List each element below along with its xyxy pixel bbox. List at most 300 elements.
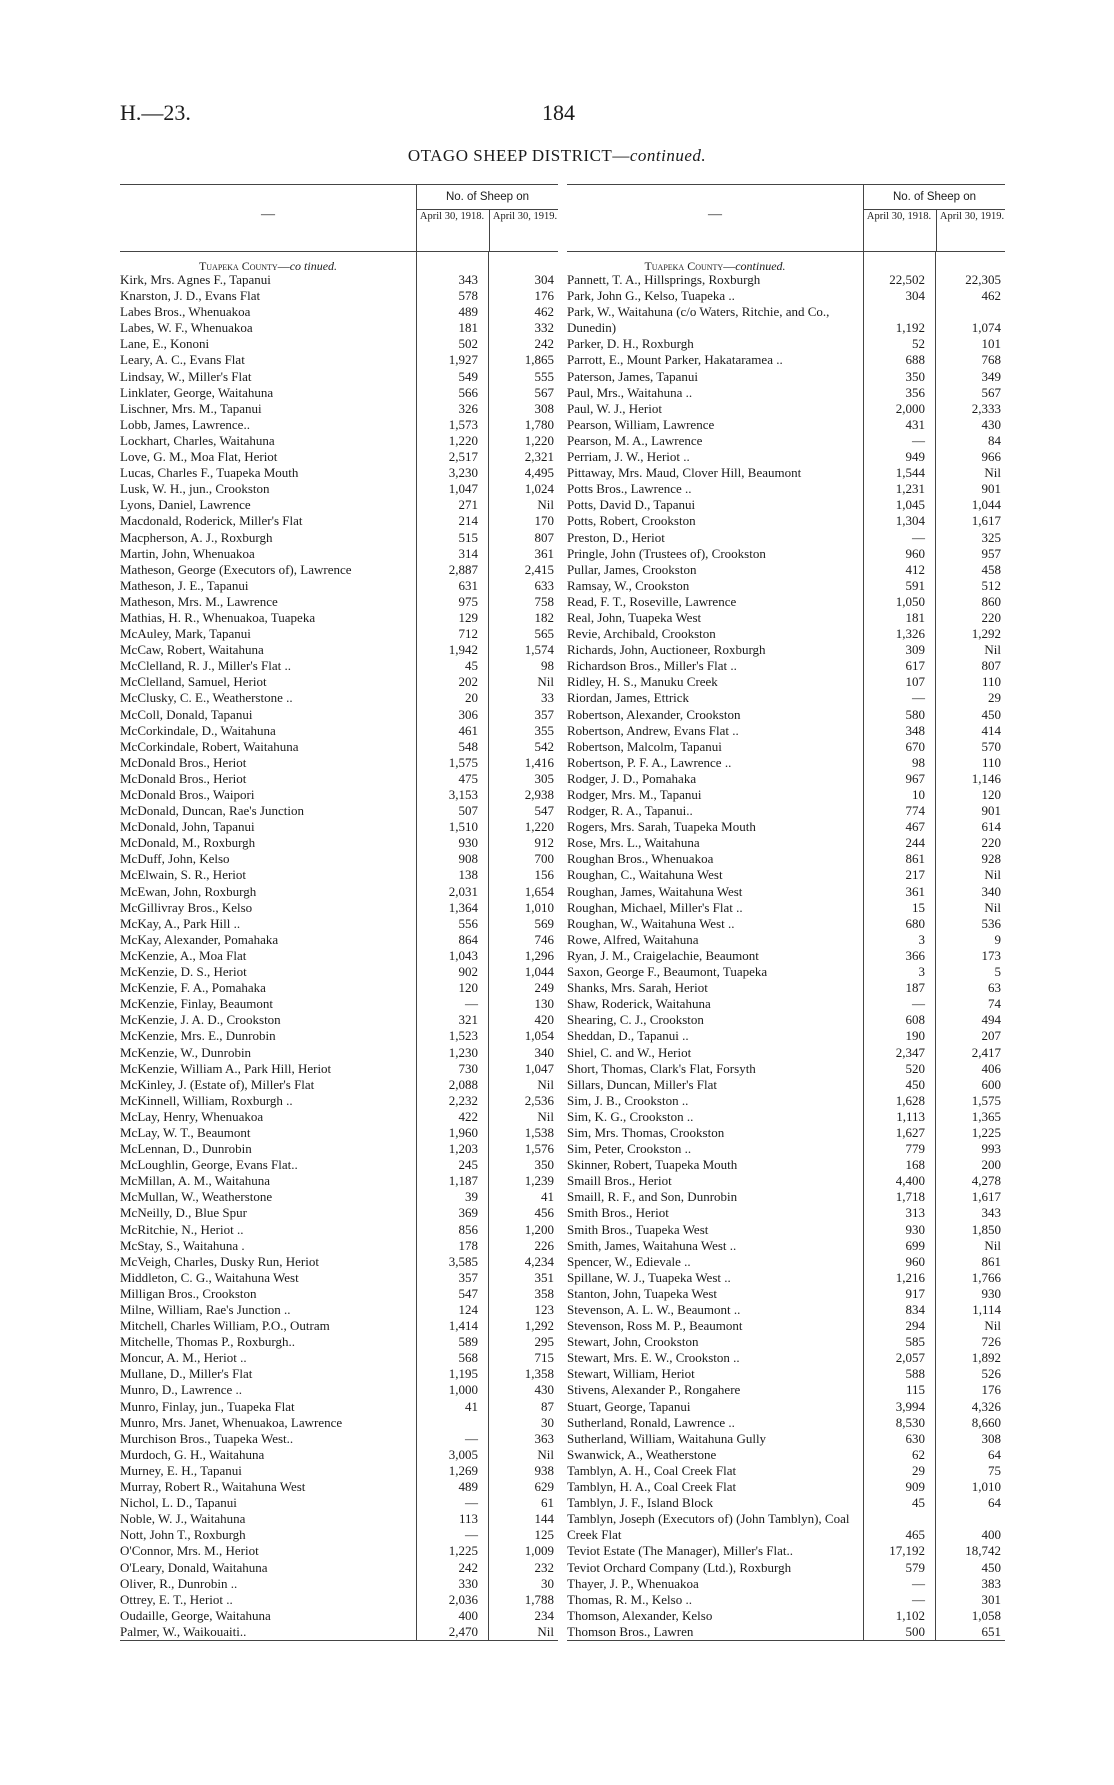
county-name: Tuapeka County— bbox=[644, 259, 736, 273]
table-row bbox=[120, 964, 558, 980]
sheep-1919: 123 bbox=[534, 1302, 554, 1317]
table-row bbox=[120, 562, 558, 578]
sheep-1918: 461 bbox=[458, 722, 478, 738]
table-row bbox=[120, 594, 558, 610]
sheep-1918: 1,575 bbox=[448, 754, 478, 770]
sheep-1918: 1,364 bbox=[448, 899, 478, 915]
table-row bbox=[120, 803, 558, 819]
table-row bbox=[567, 546, 1005, 562]
sheep-1919: 41 bbox=[541, 1189, 554, 1205]
sheep-1919: 64 bbox=[988, 1446, 1001, 1462]
sheep-1918: 343 bbox=[458, 272, 478, 287]
sheep-1918: 930 bbox=[905, 1221, 925, 1237]
owner-name: Knarston, J. D., Evans Flat bbox=[120, 288, 261, 304]
owner-name: McKenzie, Mrs. E., Dunrobin bbox=[120, 1028, 276, 1044]
sheep-1918: 2,000 bbox=[895, 400, 925, 416]
sheep-1918: 3 bbox=[918, 964, 925, 980]
sheep-1918: 630 bbox=[905, 1430, 925, 1446]
owner-name: Sim, Peter, Crookston .. bbox=[567, 1141, 692, 1157]
sheep-1918: 4,400 bbox=[895, 1173, 925, 1189]
sheep-1918: 124 bbox=[458, 1302, 478, 1317]
owner-name: Shearing, C. J., Crookston bbox=[567, 1012, 704, 1028]
sheep-1918: 2,887 bbox=[448, 561, 478, 577]
sheep-1918: 113 bbox=[458, 1511, 478, 1527]
owner-name: Mullane, D., Miller's Flat bbox=[120, 1366, 253, 1382]
sheep-1919: 901 bbox=[981, 481, 1001, 497]
table-row bbox=[567, 1028, 1005, 1044]
table-row bbox=[567, 336, 1005, 352]
sheep-1919: 993 bbox=[981, 1141, 1001, 1157]
table-row bbox=[120, 658, 558, 674]
owner-name: Robertson, Andrew, Evans Flat .. bbox=[567, 722, 739, 738]
sheep-1919: 176 bbox=[981, 1382, 1001, 1398]
sheep-1918: 330 bbox=[458, 1575, 478, 1591]
sheep-1919: 173 bbox=[981, 947, 1001, 963]
table-row bbox=[120, 304, 558, 320]
table-row bbox=[567, 1576, 1005, 1592]
owner-name: Lockhart, Charles, Waitahuna bbox=[120, 432, 275, 448]
sheep-1919: 430 bbox=[534, 1382, 554, 1398]
owner-name: Oudaille, George, Waitahuna bbox=[120, 1607, 271, 1623]
table-body bbox=[567, 252, 1005, 1641]
owner-name: Lindsay, W., Miller's Flat bbox=[120, 368, 252, 384]
owner-name: McKenzie, Finlay, Beaumont bbox=[120, 996, 273, 1012]
sheep-1919: 629 bbox=[534, 1479, 554, 1495]
table-row bbox=[567, 1173, 1005, 1189]
owner-name: Shaw, Roderick, Waitahuna bbox=[567, 996, 711, 1012]
sheep-1918: 861 bbox=[905, 851, 925, 867]
sheep-1919: 110 bbox=[981, 674, 1001, 690]
sheep-1918: 489 bbox=[458, 1479, 478, 1495]
table-row bbox=[567, 1286, 1005, 1302]
table-row bbox=[120, 1173, 558, 1189]
owner-name: Park, W., Waitahuna (c/o Waters, Ritchie, and Co., Dunedin) bbox=[567, 304, 830, 336]
sheep-1919: 458 bbox=[981, 561, 1001, 577]
sheep-1919: 547 bbox=[534, 803, 554, 819]
table-row bbox=[567, 417, 1005, 433]
sheep-1919: Nil bbox=[984, 867, 1001, 883]
table-row bbox=[567, 1157, 1005, 1173]
sheep-1919: 2,417 bbox=[971, 1044, 1001, 1060]
owner-name: Roughan, C., Waitahuna West bbox=[567, 867, 723, 883]
sheep-1919: 1,220 bbox=[524, 819, 554, 835]
sheep-1919: 1,225 bbox=[971, 1124, 1001, 1140]
table-row bbox=[567, 1045, 1005, 1061]
sheep-1919: 1,296 bbox=[524, 947, 554, 963]
table-row bbox=[120, 1592, 558, 1608]
sheep-1918: 304 bbox=[905, 288, 925, 304]
sheep-1918: 3,153 bbox=[448, 787, 478, 802]
table-row bbox=[567, 948, 1005, 964]
sheep-1919: Nil bbox=[984, 899, 1001, 915]
sheep-1919: 30 bbox=[541, 1414, 554, 1430]
owner-name: Sim, J. B., Crookston .. bbox=[567, 1092, 689, 1108]
sheep-1918: 489 bbox=[458, 304, 478, 320]
table-row bbox=[120, 1157, 558, 1173]
sheep-1919: 9 bbox=[994, 931, 1001, 947]
owner-name: Lane, E., Kononi bbox=[120, 336, 210, 352]
sheep-1918: 294 bbox=[905, 1318, 925, 1334]
county-suffix: continued. bbox=[735, 259, 786, 273]
table-row bbox=[120, 385, 558, 401]
sheep-1919: 1,220 bbox=[524, 432, 554, 448]
sheep-1918: 1,000 bbox=[448, 1382, 478, 1398]
sheep-1918: 52 bbox=[912, 336, 925, 352]
table-row bbox=[120, 996, 558, 1012]
table-row bbox=[120, 369, 558, 385]
sheep-1919: 567 bbox=[981, 384, 1001, 400]
sheep-1919: 305 bbox=[534, 770, 554, 786]
sheep-1919: 567 bbox=[534, 384, 554, 400]
sheep-1918: 3,230 bbox=[448, 465, 478, 481]
sheep-1918: 556 bbox=[458, 915, 478, 931]
table-row bbox=[120, 1527, 558, 1543]
table-row bbox=[120, 755, 558, 771]
table-row bbox=[120, 1334, 558, 1350]
owner-name: Sillars, Duncan, Miller's Flat bbox=[567, 1076, 718, 1092]
table-row bbox=[567, 707, 1005, 723]
sheep-1918: 502 bbox=[458, 336, 478, 352]
sheep-1918: 960 bbox=[905, 545, 925, 561]
sheep-1919: 861 bbox=[981, 1253, 1001, 1269]
table-row bbox=[567, 1560, 1005, 1576]
sheep-1919: 400 bbox=[981, 1527, 1001, 1543]
sheep-1918: 29 bbox=[912, 1462, 925, 1478]
owner-name: Macpherson, A. J., Roxburgh bbox=[120, 529, 273, 545]
name-column-header: — bbox=[261, 207, 275, 222]
sheep-1919: 450 bbox=[981, 706, 1001, 722]
sheep-1919: 1,047 bbox=[524, 1060, 554, 1076]
owner-name: Potts, Robert, Crookston bbox=[567, 513, 696, 529]
owner-name: Smaill, R. F., and Son, Dunrobin bbox=[567, 1189, 738, 1205]
sheep-1919: Nil bbox=[984, 1318, 1001, 1334]
table-row bbox=[120, 320, 558, 336]
owner-name: Linklater, George, Waitahuna bbox=[120, 384, 274, 400]
table-row bbox=[120, 513, 558, 529]
sheep-count-header bbox=[863, 185, 1005, 251]
sheep-1919: 120 bbox=[981, 787, 1001, 802]
table-row bbox=[120, 401, 558, 417]
sheep-1919: 176 bbox=[534, 288, 554, 304]
sheep-1918: 1,942 bbox=[448, 642, 478, 658]
sheep-1918: 465 bbox=[905, 1527, 925, 1543]
sheep-1919: Nil bbox=[537, 1108, 554, 1124]
sheep-1919: 930 bbox=[981, 1285, 1001, 1301]
sheep-1918: 348 bbox=[905, 722, 925, 738]
sheep-1919: 1,010 bbox=[524, 899, 554, 915]
sheep-1918: 1,050 bbox=[895, 593, 925, 609]
owner-name: McLay, Henry, Whenuakoa bbox=[120, 1108, 264, 1124]
sheep-1919: 1,200 bbox=[524, 1221, 554, 1237]
table-row bbox=[120, 707, 558, 723]
sheep-1919: 74 bbox=[988, 996, 1001, 1012]
sheep-1919: 301 bbox=[981, 1591, 1001, 1607]
sheep-1918: 22,502 bbox=[889, 272, 925, 287]
table-row bbox=[567, 1109, 1005, 1125]
sheep-1918: 730 bbox=[458, 1060, 478, 1076]
sheep-1919: 33 bbox=[541, 690, 554, 706]
table-row bbox=[567, 1350, 1005, 1366]
sheep-1919: 938 bbox=[534, 1462, 554, 1478]
sheep-1919: 220 bbox=[981, 835, 1001, 851]
owner-name: Roughan, W., Waitahuna West .. bbox=[567, 915, 735, 931]
sheep-1919: 966 bbox=[981, 449, 1001, 465]
sheep-1919: 340 bbox=[534, 1044, 554, 1060]
sheep-1919: 450 bbox=[981, 1559, 1001, 1575]
sheep-1919: 536 bbox=[981, 915, 1001, 931]
sheep-1918: 1,628 bbox=[895, 1092, 925, 1108]
owner-name: Richardson Bros., Miller's Flat .. bbox=[567, 658, 737, 674]
owner-name: Paterson, James, Tapanui bbox=[567, 368, 698, 384]
owner-name: Thomson Bros., Lawren bbox=[567, 1623, 694, 1639]
sheep-1918: 1,960 bbox=[448, 1124, 478, 1140]
table-row bbox=[120, 1205, 558, 1221]
table-row bbox=[567, 739, 1005, 755]
owner-name: Stewart, Mrs. E. W., Crookston .. bbox=[567, 1350, 740, 1366]
owner-name: McKay, A., Park Hill .. bbox=[120, 915, 241, 931]
sheep-1918: 190 bbox=[905, 1028, 925, 1044]
sheep-1918: — bbox=[465, 1495, 478, 1511]
table-row bbox=[567, 1222, 1005, 1238]
sheep-1919: 101 bbox=[981, 336, 1001, 352]
sheep-1919: 1,617 bbox=[971, 1189, 1001, 1205]
table-row bbox=[567, 835, 1005, 851]
table-row bbox=[120, 1125, 558, 1141]
sheep-1918: 967 bbox=[905, 770, 925, 786]
table-row bbox=[567, 787, 1005, 803]
sheep-1919: 234 bbox=[534, 1607, 554, 1623]
sheep-1919: 512 bbox=[981, 577, 1001, 593]
owner-name: McElwain, S. R., Heriot bbox=[120, 867, 247, 883]
table-row bbox=[120, 1399, 558, 1415]
table-row bbox=[567, 819, 1005, 835]
owner-name: Ottrey, E. T., Heriot .. bbox=[120, 1591, 233, 1607]
sheep-1919: 170 bbox=[534, 513, 554, 529]
table-row bbox=[567, 562, 1005, 578]
sheep-1918: 62 bbox=[912, 1446, 925, 1462]
table-row bbox=[120, 465, 558, 481]
sheep-1918: 902 bbox=[458, 964, 478, 980]
sheep-1919: 1,146 bbox=[971, 770, 1001, 786]
sheep-1919: Nil bbox=[984, 465, 1001, 481]
owner-name: Paul, Mrs., Waitahuna .. bbox=[567, 384, 693, 400]
table-row bbox=[120, 272, 558, 288]
owner-name: Leary, A. C., Evans Flat bbox=[120, 352, 245, 368]
sheep-1918: 520 bbox=[905, 1060, 925, 1076]
table-row bbox=[567, 433, 1005, 449]
owner-name: McDonald Bros., Heriot bbox=[120, 770, 247, 786]
sheep-1919: 1,576 bbox=[524, 1141, 554, 1157]
owner-name: Sim, K. G., Crookston .. bbox=[567, 1108, 694, 1124]
sheep-1918: 39 bbox=[465, 1189, 478, 1205]
sheep-1919: 332 bbox=[534, 320, 554, 336]
owner-name: Thayer, J. P., Whenuakoa bbox=[567, 1575, 699, 1591]
sheep-1919: 98 bbox=[541, 658, 554, 674]
sheep-1918: 591 bbox=[905, 577, 925, 593]
sheep-1918: 467 bbox=[905, 819, 925, 835]
sheep-1918: 217 bbox=[905, 867, 925, 883]
sheep-1918: 2,088 bbox=[448, 1076, 478, 1092]
table-row bbox=[567, 530, 1005, 546]
owner-name: Labes Bros., Whenuakoa bbox=[120, 304, 251, 320]
sheep-1919: 308 bbox=[534, 400, 554, 416]
owner-name: Matheson, George (Executors of), Lawrence bbox=[120, 561, 352, 577]
owner-name: Paul, W. J., Heriot bbox=[567, 400, 662, 416]
table-row bbox=[567, 513, 1005, 529]
owner-name: McDonald, M., Roxburgh bbox=[120, 835, 256, 851]
sheep-1918: 515 bbox=[458, 529, 478, 545]
sheep-1919: 462 bbox=[534, 304, 554, 320]
table-row bbox=[120, 835, 558, 851]
sheep-1918: 356 bbox=[905, 384, 925, 400]
owner-name: Rogers, Mrs. Sarah, Tuapeka Mouth bbox=[567, 819, 756, 835]
sheep-1919: 1,114 bbox=[972, 1302, 1001, 1317]
sheep-1919: 726 bbox=[981, 1334, 1001, 1350]
title-suffix: continued. bbox=[629, 146, 707, 165]
sheep-1919: 430 bbox=[981, 416, 1001, 432]
sheep-1918: 589 bbox=[458, 1334, 478, 1350]
table-row bbox=[567, 449, 1005, 465]
table-row bbox=[120, 1576, 558, 1592]
owner-name: McKenzie, A., Moa Flat bbox=[120, 947, 247, 963]
table-row bbox=[120, 578, 558, 594]
table-row bbox=[567, 352, 1005, 368]
owner-name: McAuley, Mark, Tapanui bbox=[120, 626, 251, 642]
table-row bbox=[567, 1382, 1005, 1398]
owner-name: McDonald Bros., Waipori bbox=[120, 787, 255, 802]
sheep-1919: 700 bbox=[534, 851, 554, 867]
sheep-1918: 400 bbox=[458, 1607, 478, 1623]
owner-name: Munro, D., Lawrence .. bbox=[120, 1382, 243, 1398]
table-row bbox=[120, 1624, 558, 1640]
sheep-1918: 138 bbox=[458, 867, 478, 883]
sheep-1918: 864 bbox=[458, 931, 478, 947]
owner-name: Murdoch, G. H., Waitahuna bbox=[120, 1446, 265, 1462]
sheep-1918: 15 bbox=[912, 899, 925, 915]
owner-name: McClelland, R. J., Miller's Flat .. bbox=[120, 658, 291, 674]
county-suffix: co tinued. bbox=[289, 259, 338, 273]
table-row bbox=[120, 417, 558, 433]
county-heading bbox=[120, 252, 416, 272]
sheep-1918: 1,510 bbox=[448, 819, 478, 835]
owner-name: McCorkindale, Robert, Waitahuna bbox=[120, 738, 299, 754]
table-row bbox=[567, 1334, 1005, 1350]
owner-name: Lischner, Mrs. M., Tapanui bbox=[120, 400, 262, 416]
table-row bbox=[120, 1028, 558, 1044]
table-row bbox=[120, 626, 558, 642]
page-title bbox=[0, 146, 1114, 166]
sheep-1918: 1,043 bbox=[448, 947, 478, 963]
sheep-1919: 29 bbox=[988, 690, 1001, 706]
sheep-count-header bbox=[416, 185, 558, 251]
sheep-1919: 4,495 bbox=[524, 465, 554, 481]
table-row bbox=[120, 481, 558, 497]
table-header bbox=[567, 184, 1005, 252]
sheep-1918: 960 bbox=[905, 1253, 925, 1269]
sheep-1919: 1,239 bbox=[524, 1173, 554, 1189]
table-row bbox=[567, 755, 1005, 771]
owner-name: Preston, D., Heriot bbox=[567, 529, 665, 545]
sheep-1918: 1,414 bbox=[448, 1318, 478, 1334]
sheep-1918: — bbox=[465, 1527, 478, 1543]
owner-name: McNeilly, D., Blue Spur bbox=[120, 1205, 247, 1221]
sheep-1918: 1,220 bbox=[448, 432, 478, 448]
sheep-1919: 130 bbox=[534, 996, 554, 1012]
owner-name: Ridley, H. S., Manuku Creek bbox=[567, 674, 718, 690]
sheep-1919: 4,234 bbox=[524, 1253, 554, 1269]
sheep-1919: 1,865 bbox=[524, 352, 554, 368]
sheep-1918: 2,347 bbox=[895, 1044, 925, 1060]
table-row bbox=[120, 1366, 558, 1382]
table-row bbox=[567, 1302, 1005, 1318]
table-row bbox=[120, 1012, 558, 1028]
name-column-header: — bbox=[708, 207, 722, 222]
sheep-1919: 1,292 bbox=[524, 1318, 554, 1334]
owner-name: Read, F. T., Roseville, Lawrence bbox=[567, 593, 737, 609]
table-row bbox=[120, 546, 558, 562]
owner-name: Thomas, R. M., Kelso .. bbox=[567, 1591, 692, 1607]
sheep-1919: 1,538 bbox=[524, 1124, 554, 1140]
table-row bbox=[567, 1061, 1005, 1077]
table-row bbox=[567, 1125, 1005, 1141]
sheep-1918: 202 bbox=[458, 674, 478, 690]
sheep-1918: 1,225 bbox=[448, 1543, 478, 1559]
sheep-1919: 569 bbox=[534, 915, 554, 931]
sheep-1918: 549 bbox=[458, 368, 478, 384]
sheep-1919: 1,009 bbox=[524, 1543, 554, 1559]
sheep-1919: 414 bbox=[981, 722, 1001, 738]
sheep-1919: 600 bbox=[981, 1076, 1001, 1092]
sheep-1918: 98 bbox=[912, 754, 925, 770]
table-row bbox=[567, 1093, 1005, 1109]
owner-name: Ryan, J. M., Craigelachie, Beaumont bbox=[567, 947, 759, 963]
owner-name: Pringle, John (Trustees of), Crookston bbox=[567, 545, 766, 561]
sheep-1918: 17,192 bbox=[889, 1543, 925, 1559]
owner-name: Tamblyn, H. A., Coal Creek Flat bbox=[567, 1479, 737, 1495]
table-row bbox=[567, 884, 1005, 900]
sheep-1918: — bbox=[912, 432, 925, 448]
table-row bbox=[120, 1093, 558, 1109]
sheep-1919: 350 bbox=[534, 1157, 554, 1173]
sheep-1918: — bbox=[465, 1430, 478, 1446]
sheep-1919: 249 bbox=[534, 980, 554, 996]
sheep-1919: 340 bbox=[981, 883, 1001, 899]
sheep-1918: 2,031 bbox=[448, 883, 478, 899]
owner-name: Robertson, Alexander, Crookston bbox=[567, 706, 741, 722]
owner-name: Smith, James, Waitahuna West .. bbox=[567, 1237, 737, 1253]
sheep-1919: 1,024 bbox=[524, 481, 554, 497]
sheep-1918: 585 bbox=[905, 1334, 925, 1350]
owner-name: McLennan, D., Dunrobin bbox=[120, 1141, 252, 1157]
sheep-1919: 110 bbox=[981, 754, 1001, 770]
table-row bbox=[567, 1495, 1005, 1511]
owner-name: McMullan, W., Weatherstone bbox=[120, 1189, 273, 1205]
sheep-1919: Nil bbox=[537, 674, 554, 690]
table-row bbox=[120, 1479, 558, 1495]
sheep-1918: 366 bbox=[905, 947, 925, 963]
sheep-1918: 547 bbox=[458, 1285, 478, 1301]
table-row bbox=[120, 336, 558, 352]
sheep-1919: 912 bbox=[534, 835, 554, 851]
table-row bbox=[567, 916, 1005, 932]
page-number: 184 bbox=[542, 100, 575, 125]
sheep-1918: 178 bbox=[458, 1237, 478, 1253]
owner-name: Murney, E. H., Tapanui bbox=[120, 1462, 242, 1478]
sheep-1919: 1,575 bbox=[971, 1092, 1001, 1108]
sheep-1919: 526 bbox=[981, 1366, 1001, 1382]
owner-name: Spillane, W. J., Tuapeka West .. bbox=[567, 1269, 731, 1285]
table-row bbox=[120, 1222, 558, 1238]
